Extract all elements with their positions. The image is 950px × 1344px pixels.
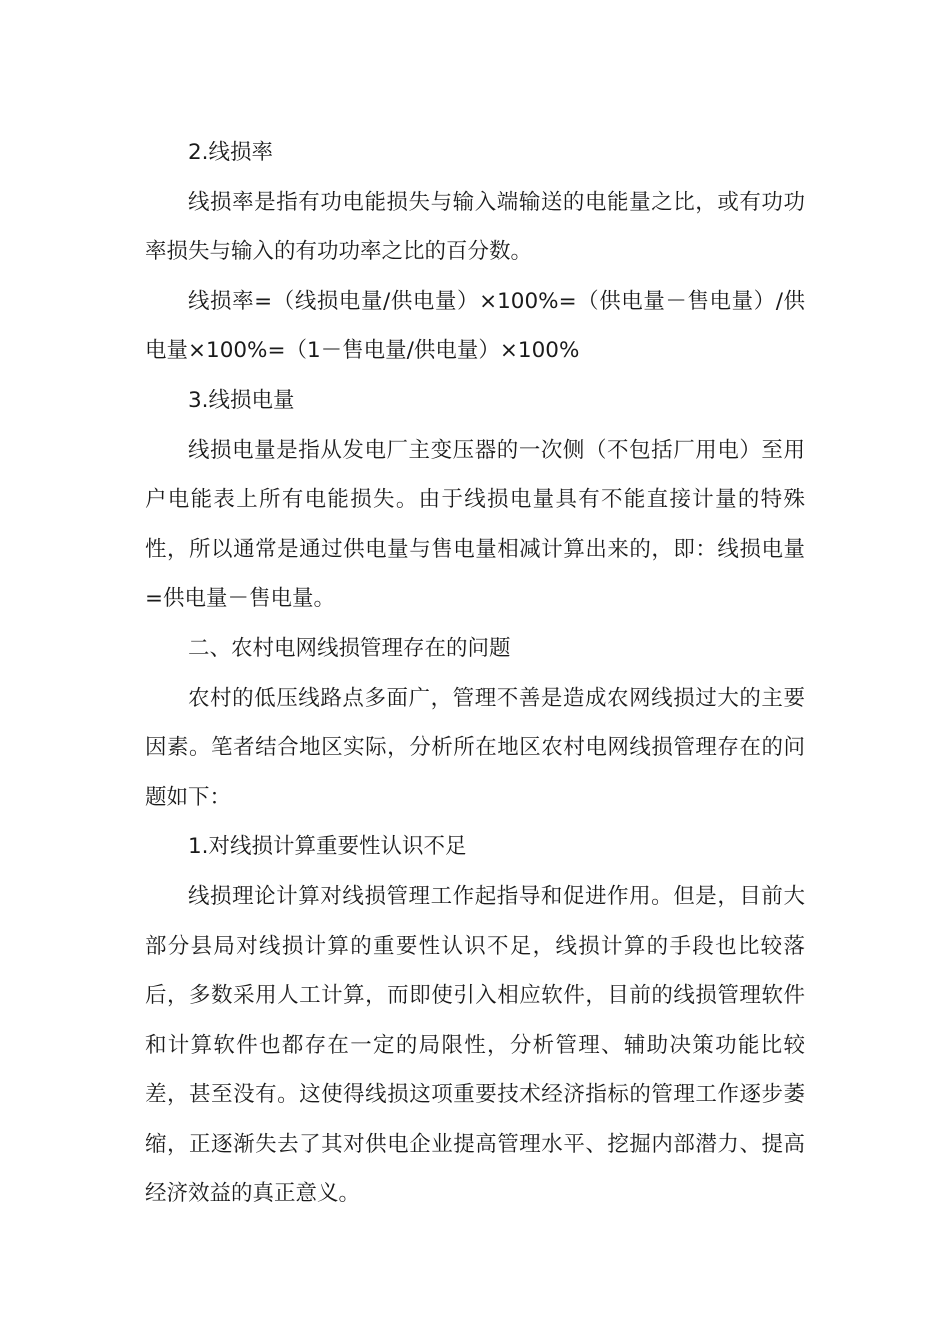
paragraph-line-loss-energy-definition: 线损电量是指从发电厂主变压器的一次侧（不包括厂用电）至用户电能表上所有电能损失。由于线损电量具有不能直接计量的特殊性，所以通常是通过供电量与售电量相减计算出来的，即：线损电量=供电量－售电量。 (145, 437, 805, 612)
paragraph-line-loss-rate-definition: 线损率是指有功电能损失与输入端输送的电能量之比，或有功功率损失与输入的有功功率之比的百分数。 (145, 189, 805, 265)
paragraph-insufficient-awareness: 线损理论计算对线损管理工作起指导和促进作用。但是，目前大部分县局对线损计算的重要性认识不足，线损计算的手段也比较落后，多数采用人工计算，而即使引入相应软件，目前的线损管理软件和计算软件也都存在一定的局限性，分析管理、辅助决策功能比较差，甚至没有。这使得线损这项重要技术经济指标的管理工作逐步萎缩，正逐渐失去了其对供电企业提高管理水平、挖掘内部潜力、提高经济效益的真正意义。 (145, 883, 805, 1207)
document-body (145, 128, 805, 1219)
section-heading-line-loss-rate: 2.线损率 (188, 140, 274, 165)
section-heading-line-loss-energy: 3.线损电量 (188, 387, 295, 413)
paragraph-line-loss-rate-formula: 线损率=（线损电量/供电量）×100%=（供电量－售电量）/供电量×100%=（1－售电量/供电量）×100% (145, 288, 805, 364)
section-heading-insufficient-awareness: 1.对线损计算重要性认识不足 (188, 834, 467, 860)
section-heading-rural-grid-problems: 二、农村电网线损管理存在的问题 (188, 635, 511, 661)
paragraph-rural-grid-intro: 农村的低压线路点多面广，管理不善是造成农网线损过大的主要因素。笔者结合地区实际，分析所在地区农村电网线损管理存在的问题如下： (145, 685, 805, 810)
